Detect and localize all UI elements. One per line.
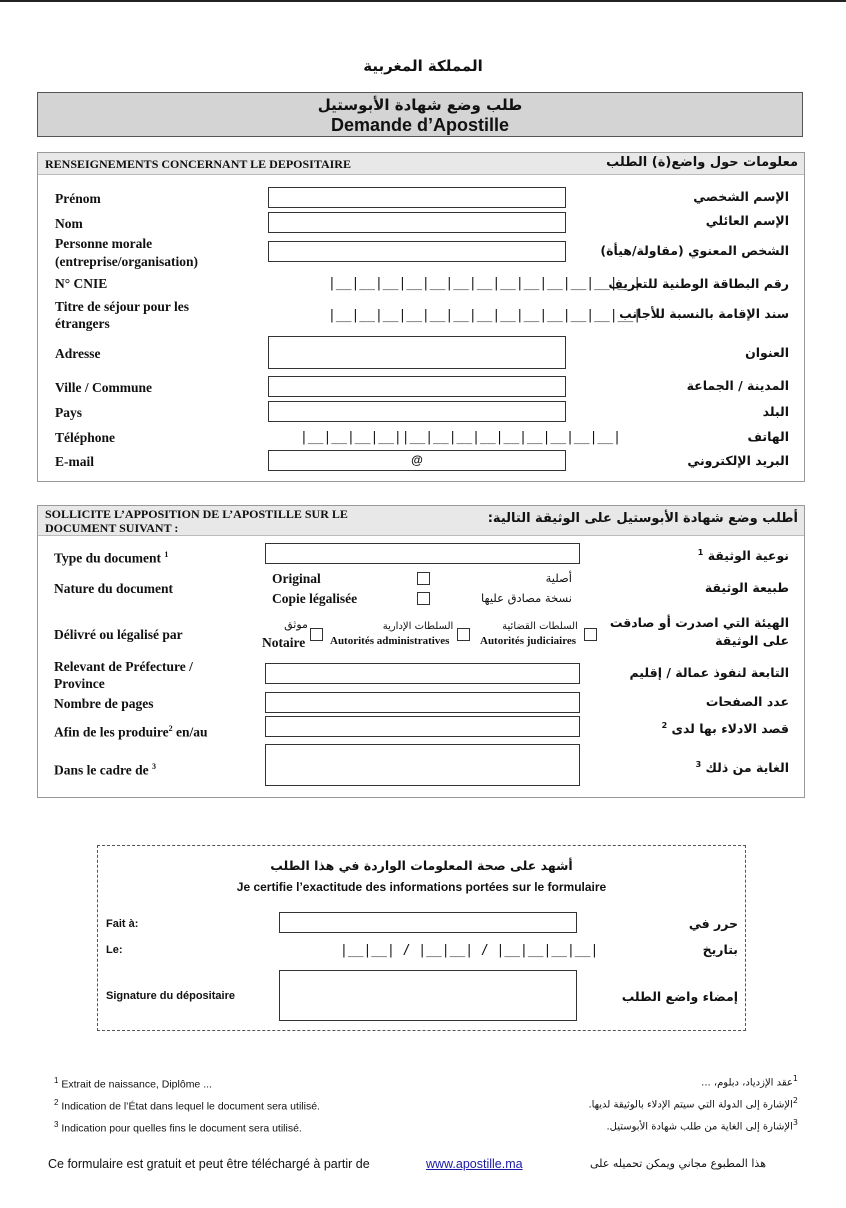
label-autorites-administratives: Autorités administratives xyxy=(330,635,450,647)
form-title-box xyxy=(37,92,803,137)
label-nature-document-ar: طبيعة الوثيقة xyxy=(704,580,789,595)
label-email: E-mail xyxy=(55,454,94,469)
label-telephone-ar: الهاتف xyxy=(747,429,789,444)
depositor-heading-fr: RENSEIGNEMENTS CONCERNANT LE DEPOSITAIRE xyxy=(45,157,351,171)
label-titre-sejour: Titre de séjour pour les xyxy=(55,299,190,314)
label-afin-de-ar: قصد الادلاء بها لدى $^2$ xyxy=(661,721,789,737)
label-jud-ar: السلطات القضائية xyxy=(502,621,578,632)
nombre-pages-input[interactable] xyxy=(265,692,580,713)
label-adresse-ar: العنوان xyxy=(745,345,789,360)
label-delivre-par: Délivré ou légalisé par xyxy=(54,627,183,642)
label-pays-ar: البلد xyxy=(762,404,789,419)
label-original-ar: أصلية xyxy=(545,571,572,585)
label-nombre-pages-ar: عدد الصفحات xyxy=(705,694,789,709)
label-cnie-ar: رقم البطاقة الوطنية للتعريف xyxy=(608,276,789,291)
label-delivre-ar: الهيئة التي اصدرت أو صادقت xyxy=(609,615,789,630)
footnote-1-ar: $^1$عقد الإزدياد، دبلوم، ... xyxy=(701,1074,798,1089)
judiciaires-checkbox[interactable] xyxy=(584,628,597,641)
label-type-document: Type du document $^1$ xyxy=(54,550,169,566)
document-heading-fr-line2: DOCUMENT SUIVANT : xyxy=(45,521,179,535)
date-digit-boxes[interactable]: |__|__| / |__|__| / |__|__|__|__| xyxy=(340,943,599,958)
form-title-arabic: طلب وضع شهادة الأبوستيل xyxy=(317,96,523,114)
footer-text-fr: Ce formulaire est gratuit et peut être téléchargé à partir de xyxy=(48,1157,370,1171)
label-original: Original xyxy=(272,571,321,586)
adresse-input[interactable] xyxy=(268,336,566,369)
label-notaire-ar: موثق xyxy=(284,618,308,631)
personne-morale-input[interactable] xyxy=(268,241,566,262)
form-title-french: Demande d’Apostille xyxy=(330,115,510,135)
label-cnie: N° CNIE xyxy=(55,276,108,291)
label-ville: Ville / Commune xyxy=(55,380,152,395)
label-cadre: Dans le cadre de $^3$ xyxy=(54,762,156,778)
copie-legalisee-checkbox[interactable] xyxy=(417,592,430,605)
email-input[interactable]: @ xyxy=(268,450,566,471)
prenom-input[interactable] xyxy=(268,187,566,208)
label-afin-de: Afin de les produire$^2$ en/au xyxy=(54,724,208,740)
label-type-document-ar: نوعية الوثيقة $^1$ xyxy=(697,548,789,564)
afin-de-input[interactable] xyxy=(265,716,580,737)
admin-checkbox[interactable] xyxy=(457,628,470,641)
titre-sejour-digit-boxes[interactable]: |__|__|__|__|__|__|__|__|__|__|__|__|__| xyxy=(328,308,642,323)
prefecture-input[interactable] xyxy=(265,663,580,684)
label-personne-morale: Personne morale xyxy=(55,236,153,251)
label-nature-document: Nature du document xyxy=(54,581,174,596)
label-signature-ar: إمضاء واضع الطلب xyxy=(621,989,738,1004)
label-fait-a-ar: حرر في xyxy=(688,916,738,931)
label-personne-morale-ar: الشخص المعنوي (مقاولة/هيأة) xyxy=(600,243,789,258)
label-signature: Signature du dépositaire xyxy=(106,990,235,1002)
label-nom: Nom xyxy=(55,216,83,231)
label-adresse: Adresse xyxy=(55,346,101,361)
label-telephone: Téléphone xyxy=(55,430,116,445)
label-nom-ar: الإسم العائلي xyxy=(705,213,789,228)
original-checkbox[interactable] xyxy=(417,572,430,585)
label-prenom: Prénom xyxy=(55,191,101,206)
label-date-ar: بتاريخ xyxy=(702,942,738,957)
signature-field[interactable] xyxy=(279,970,577,1021)
label-prefecture: Relevant de Préfecture / xyxy=(54,659,193,674)
ville-input[interactable] xyxy=(268,376,566,397)
label-titre-sejour-ar: سند الإقامة بالنسبة للأجانب xyxy=(619,306,789,321)
label-personne-morale-detail: (entreprise/organisation) xyxy=(55,254,198,269)
apostille-website-link[interactable]: www.apostille.ma xyxy=(426,1157,523,1171)
certification-title-fr: Je certifie l’exactitude des informations portées sur le formulaire xyxy=(236,880,607,894)
label-email-ar: البريد الإلكتروني xyxy=(687,453,789,468)
fait-a-input[interactable] xyxy=(279,912,577,933)
notaire-checkbox[interactable] xyxy=(310,628,323,641)
footnote-1: $^1$ Extrait de naissance, Diplôme ... xyxy=(54,1076,212,1091)
label-delivre-ar-line2: على الوثيقة xyxy=(715,633,789,648)
kingdom-heading: المملكة المغربية xyxy=(363,57,483,75)
label-copie-ar: نسخة مصادق عليها xyxy=(481,591,572,605)
label-autorites-judiciaires: Autorités judiciaires xyxy=(480,635,577,647)
type-document-input[interactable] xyxy=(265,543,580,564)
label-prefecture-ar: التابعة لنفوذ عمالة / إقليم xyxy=(629,665,789,680)
label-prenom-ar: الإسم الشخصي xyxy=(693,189,789,204)
label-notaire: Notaire xyxy=(262,635,306,650)
document-heading-ar: أطلب وضع شهادة الأبوستيل على الوثيقة التالية: xyxy=(487,511,798,526)
footnote-3-ar: $^3$الإشارة إلى الغاية من طلب شهادة الأبوستيل. xyxy=(606,1118,798,1133)
footnote-3: $^3$ Indication pour quelles fins le document sera utilisé. xyxy=(54,1120,302,1135)
footnote-2-ar: $^2$الإشارة إلى الدولة التي سيتم الإدلاء بالوثيقة لديها. xyxy=(588,1096,798,1111)
label-pays: Pays xyxy=(55,405,82,420)
label-fait-a: Fait à: xyxy=(106,918,139,930)
label-nombre-pages: Nombre de pages xyxy=(54,696,154,711)
certification-title-ar: أشهد على صحة المعلومات الواردة في هذا الطلب xyxy=(270,858,573,873)
label-ville-ar: المدينة / الجماعة xyxy=(686,378,789,393)
cnie-digit-boxes[interactable]: |__|__|__|__|__|__|__|__|__|__|__|__|__| xyxy=(328,276,642,291)
depositor-heading-ar: معلومات حول واضع(ة) الطلب xyxy=(606,155,798,170)
footer-text-ar: هذا المطبوع مجاني ويمكن تحميله على xyxy=(590,1157,766,1170)
nom-input[interactable] xyxy=(268,212,566,233)
footnote-2: $^2$ Indication de l’État dans lequel le document sera utilisé. xyxy=(54,1098,320,1113)
telephone-digit-boxes[interactable]: |__|__|__|__||__|__|__|__|__|__|__|__|__| xyxy=(300,430,621,445)
cadre-input[interactable] xyxy=(265,744,580,786)
label-cadre-ar: الغاية من ذلك $^3$ xyxy=(695,760,789,776)
top-rule xyxy=(0,0,846,2)
label-admin-ar: السلطات الإدارية xyxy=(382,621,454,632)
document-heading-fr: SOLLICITE L’APPOSITION DE L’APOSTILLE SUR LE xyxy=(45,507,348,521)
label-province: Province xyxy=(54,676,105,691)
pays-input[interactable] xyxy=(268,401,566,422)
label-date: Le: xyxy=(106,944,123,956)
label-titre-sejour-detail: étrangers xyxy=(55,316,110,331)
label-copie-legalisee: Copie légalisée xyxy=(272,591,358,606)
